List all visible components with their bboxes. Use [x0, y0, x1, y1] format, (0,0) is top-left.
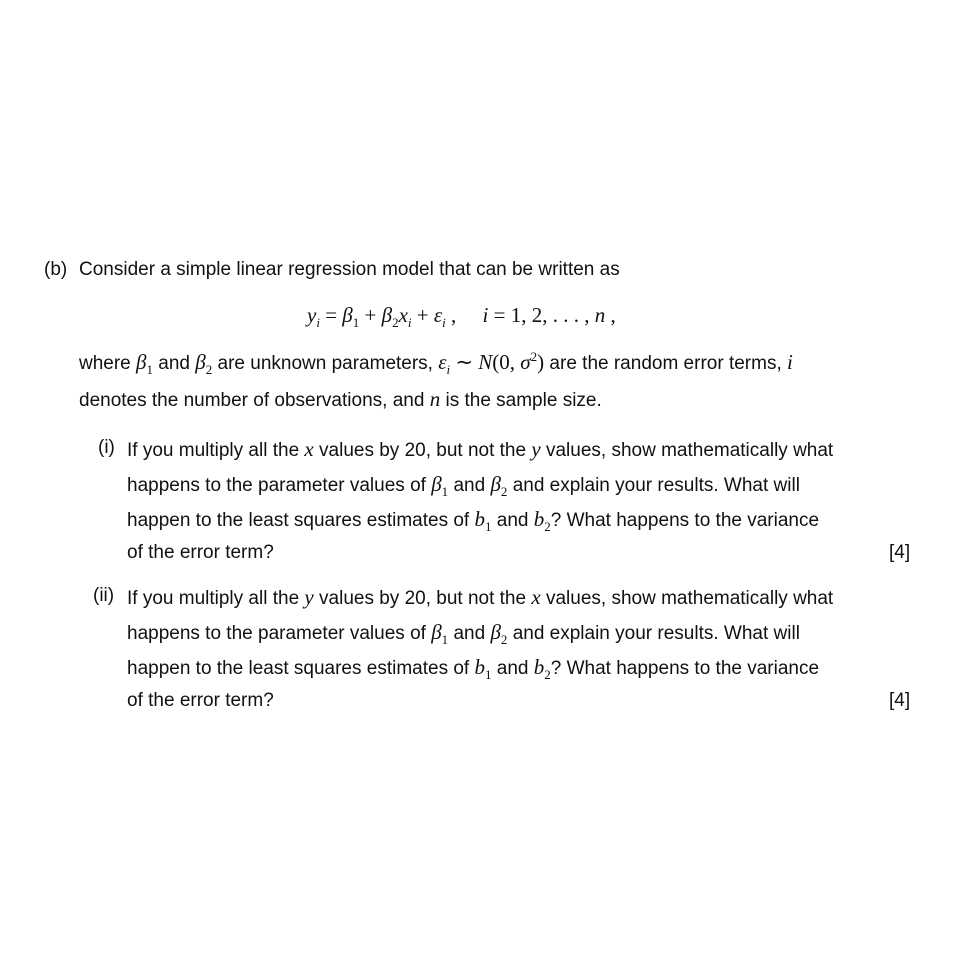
- item-ii-line-2: happens to the parameter values of $\beta_1$ and $\beta_2$ and explain your results. What will: [127, 620, 800, 648]
- text: values by 20, but not the: [319, 440, 527, 461]
- where-line-2: denotes the number of observations, and n is the sample size.: [79, 387, 602, 411]
- item-label-i: (i): [98, 437, 115, 458]
- item-ii-line-4: of the error term?: [127, 690, 274, 711]
- text: values, show mathematically what: [545, 588, 834, 609]
- text: and: [496, 658, 529, 679]
- text: values, show mathematically what: [545, 440, 834, 461]
- text: ? What happens to the variance: [550, 510, 820, 531]
- text: where: [79, 353, 131, 374]
- item-i-line-3: happen to the least squares estimates of $b_1$ and $b_2$? What happens to the variance: [127, 507, 820, 535]
- text: happens to the parameter values of: [127, 475, 426, 496]
- text: and explain your results. What will: [512, 623, 800, 644]
- regression-equation: [0, 303, 980, 331]
- text: and: [453, 623, 486, 644]
- item-ii-marks: [4]: [889, 690, 911, 711]
- text: and explain your results. What will: [512, 475, 800, 496]
- item-ii-line-3: happen to the least squares estimates of $b_1$ and $b_2$? What happens to the variance: [127, 655, 820, 683]
- equation-rhs: i = 1, 2, . . . , n ,: [482, 303, 616, 327]
- item-i-line-2: happens to the parameter values of $\beta_1$ and $\beta_2$ and explain your results. What will: [127, 472, 800, 500]
- text: are the random error terms,: [549, 353, 782, 374]
- text: is the sample size.: [445, 390, 602, 411]
- equation-lhs: $y_i = \beta_1 + \beta_2x_i + \varepsilon_i$ ,: [307, 303, 457, 331]
- where-line-1: where $\beta_1$ and $\beta_2$ are unknown parameters, $\varepsilon_i$ ∼ N(0, $\sigma^2$) are the random error terms, i: [79, 349, 793, 378]
- intro-text: Consider a simple linear regression model that can be written as: [79, 259, 620, 280]
- text: ? What happens to the variance: [550, 658, 820, 679]
- text: denotes the number of observations, and: [79, 390, 425, 411]
- text: happen to the least squares estimates of: [127, 510, 470, 531]
- item-i-line-1: If you multiply all the x values by 20, but not the y values, show mathematically what: [127, 437, 834, 461]
- item-i-marks: [4]: [889, 542, 911, 563]
- text: and: [453, 475, 486, 496]
- text: happen to the least squares estimates of: [127, 658, 470, 679]
- text: values by 20, but not the: [319, 588, 527, 609]
- item-label-ii: (ii): [93, 585, 115, 606]
- text: and: [496, 510, 529, 531]
- item-ii-line-1: If you multiply all the y values by 20, but not the x values, show mathematically what: [127, 585, 834, 609]
- item-i-line-4: of the error term?: [127, 542, 274, 563]
- text: and: [158, 353, 190, 374]
- text: If you multiply all the: [127, 588, 300, 609]
- text: If you multiply all the: [127, 440, 300, 461]
- question-part-label: (b): [44, 259, 68, 280]
- text: are unknown parameters,: [217, 353, 433, 374]
- text: happens to the parameter values of: [127, 623, 426, 644]
